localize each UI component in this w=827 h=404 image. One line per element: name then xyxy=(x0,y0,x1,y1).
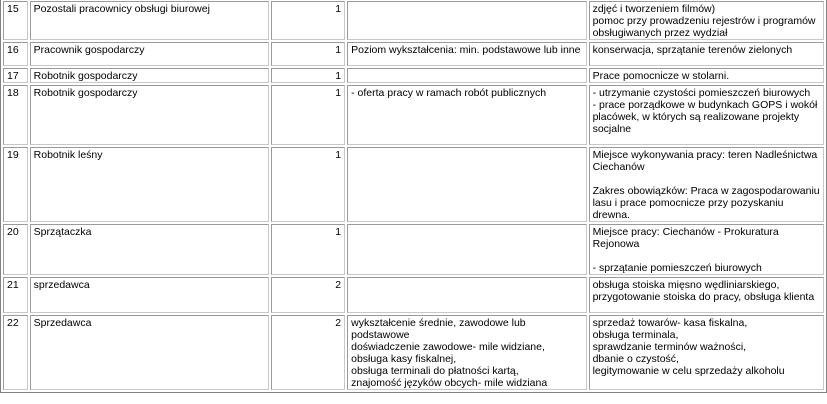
vacancy-count: 1 xyxy=(271,224,345,275)
job-title: Robotnik leśny xyxy=(30,147,269,222)
job-title: sprzedawca xyxy=(30,277,269,313)
job-title: Pracownik gospodarczy xyxy=(30,42,269,66)
requirements xyxy=(347,147,586,222)
requirements xyxy=(347,1,586,40)
requirements xyxy=(347,68,586,83)
vacancy-count: 1 xyxy=(271,42,345,66)
row-number: 18 xyxy=(3,85,28,145)
row-number: 16 xyxy=(3,42,28,66)
table-row xyxy=(3,277,824,313)
job-description: konserwacja, sprzątanie terenów zielonych xyxy=(589,42,824,66)
requirements xyxy=(347,277,586,313)
vacancy-count: 1 xyxy=(271,85,345,145)
requirements: Poziom wykształcenia: min. podstawowe lub inne xyxy=(347,42,586,66)
row-number: 21 xyxy=(3,277,28,313)
job-description: obsługa stoiska mięsno wędliniarskiego, przygotowanie stoiska do pracy, obsługa klienta xyxy=(589,277,824,313)
table-row xyxy=(3,224,824,275)
vacancy-count: 1 xyxy=(271,1,345,40)
job-title: Sprzątaczka xyxy=(30,224,269,275)
job-description: Prace pomocnicze w stolarni. xyxy=(589,68,824,83)
row-number: 15 xyxy=(3,1,28,40)
table-row xyxy=(3,68,824,83)
row-number: 19 xyxy=(3,147,28,222)
table-row xyxy=(3,1,824,40)
job-description: Miejsce pracy: Ciechanów - Prokuratura Rejonowa - sprzątanie pomieszczeń biurowych xyxy=(589,224,824,275)
row-number: 17 xyxy=(3,68,28,83)
requirements: wykształcenie średnie, zawodowe lub podstawowe doświadczenie zawodowe- mile widziane, obsługa kasy fiskalnej, obsługa terminali do płatności kartą, znajomość języków obcych- mile widziana xyxy=(347,315,586,390)
job-description: zdjęć i tworzeniem filmów) pomoc przy prowadzeniu rejestrów i programów obsługiwanych przez wydział xyxy=(589,1,824,40)
vacancy-count: 2 xyxy=(271,315,345,390)
job-title: Sprzedawca xyxy=(30,315,269,390)
job-description: Miejsce wykonywania pracy: teren Nadleśnictwa Ciechanów Zakres obowiązków: Praca w zagospodarowaniu lasu i prace pomocnicze przy pozyskaniu drewna. xyxy=(589,147,824,222)
job-description: sprzedaż towarów- kasa fiskalna, obsługa terminala, sprawdzanie terminów ważności, dbanie o czystość, legitymowanie w celu sprzedaży alkoholu xyxy=(589,315,824,390)
vacancy-count: 1 xyxy=(271,68,345,83)
job-title: Robotnik gospodarczy xyxy=(30,85,269,145)
table-row xyxy=(3,85,824,145)
row-number: 22 xyxy=(3,315,28,390)
job-title: Pozostali pracownicy obsługi biurowej xyxy=(30,1,269,40)
table-row xyxy=(3,315,824,390)
table-row xyxy=(3,147,824,222)
vacancy-count: 2 xyxy=(271,277,345,313)
row-number: 20 xyxy=(3,224,28,275)
table-row xyxy=(3,42,824,66)
vacancy-count: 1 xyxy=(271,147,345,222)
requirements: - oferta pracy w ramach robót publicznych xyxy=(347,85,586,145)
job-description: - utrzymanie czystości pomieszczeń biurowych - prace porządkowe w budynkach GOPS i wokół placówek, w których są realizowane projekty socjalne xyxy=(589,85,824,145)
requirements xyxy=(347,224,586,275)
job-title: Robotnik gospodarczy xyxy=(30,68,269,83)
